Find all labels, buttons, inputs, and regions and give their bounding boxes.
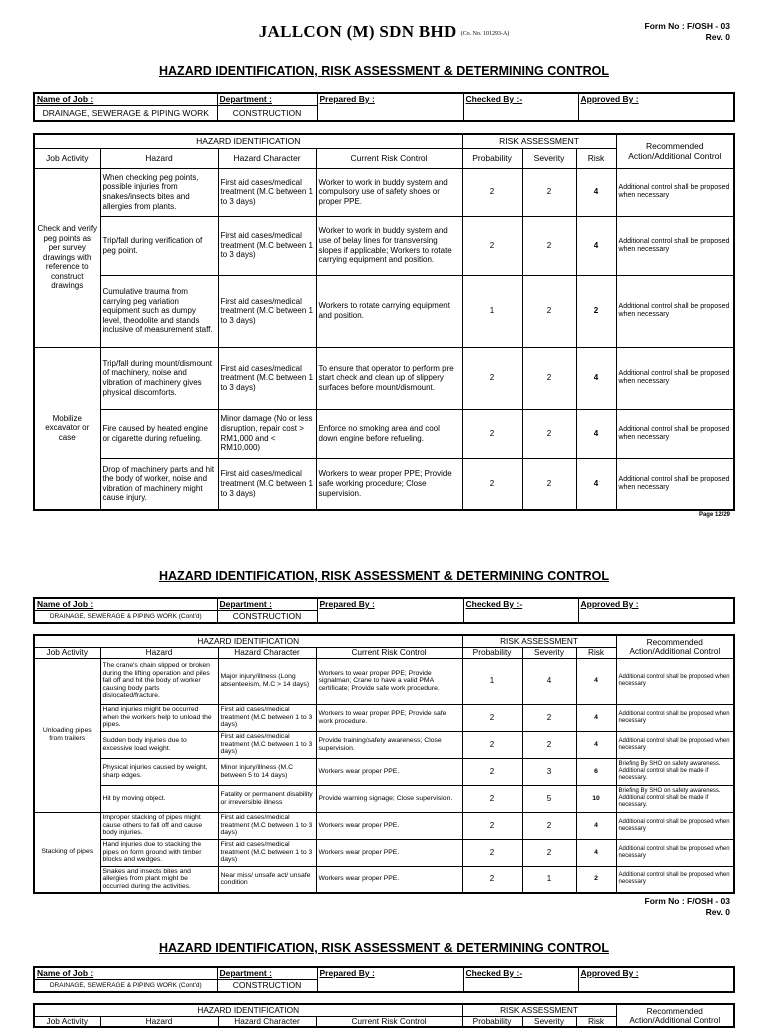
severity-cell: 2 (522, 458, 576, 510)
current-risk-control-header: Current Risk Control (316, 1016, 462, 1027)
risk-header: Risk (576, 1016, 616, 1027)
risk-cell: 2 (576, 866, 616, 893)
department-value: CONSTRUCTION (217, 611, 317, 624)
job-activity-header: Job Activity (34, 1016, 100, 1027)
recommended-cell: Additional control shall be proposed when necessary (616, 216, 734, 275)
hazard-character-cell: Fatality or permanent disability or irreversible illness (218, 785, 316, 812)
severity-cell: 2 (522, 216, 576, 275)
hazard-cell: The crane's chain slipped or broken during the lifting operation and piles fall off and hit the body of worker causing body parts dislocated/fracture. (100, 658, 218, 704)
recommended-header: Recommended Action/Additional Control (616, 134, 734, 168)
hazard-cell: Hit by moving object. (100, 785, 218, 812)
current-risk-control-cell: Workers wear proper PPE. (316, 812, 462, 839)
job-activity-cell: Mobilize excavator or case (34, 347, 100, 510)
current-risk-control-header: Current Risk Control (316, 647, 462, 658)
hazard-cell: Sudden body injuries due to excessive load weight. (100, 731, 218, 758)
risk-cell: 6 (576, 758, 616, 785)
hazard-character-header: Hazard Character (218, 1016, 316, 1027)
severity-cell: 4 (522, 658, 576, 704)
job-activity-header: Job Activity (34, 148, 100, 168)
checked-by-field: Checked By :- (463, 967, 578, 992)
revision: Rev. 0 (705, 907, 730, 917)
table-row (34, 458, 734, 510)
approved-by-field: Approved By : (578, 967, 734, 992)
job-activity-cell: Check and verify peg points as per survey drawings with reference to construct drawings (34, 168, 100, 347)
recommended-cell: Additional control shall be proposed when necessary (616, 658, 734, 704)
department-value: CONSTRUCTION (217, 106, 317, 122)
hazard-cell: Drop of machinery parts and hit the body of worker, noise and vibration of machinery might cause injury. (100, 458, 218, 510)
severity-cell: 3 (522, 758, 576, 785)
probability-cell: 2 (462, 785, 522, 812)
hazard-cell: Fire caused by heated engine or cigarette during refueling. (100, 409, 218, 458)
current-risk-control-cell: To ensure that operator to perform pre start check and clean up of slippery surfaces before mount/dismount. (316, 347, 462, 409)
current-risk-control-cell: Worker to work in buddy system and use of belay lines for transversing slopes if applicable; Workers to rotate carrying equipment and position. (316, 216, 462, 275)
risk-cell: 4 (576, 812, 616, 839)
risk-cell: 4 (576, 658, 616, 704)
hazard-character-cell: Minor injury/illness (M.C between 5 to 14 days) (218, 758, 316, 785)
current-risk-control-cell: Workers to wear proper PPE; Provide safe work procedure. (316, 704, 462, 731)
company-name: JALLCON (M) SDN BHD (Co. No. 101293-A) (258, 22, 510, 41)
hazard-cell: Hand injuries due to stacking the pipes on form ground with timber blocks and wedges. (100, 839, 218, 866)
risk-cell: 4 (576, 347, 616, 409)
recommended-cell: Additional control shall be proposed when necessary (616, 839, 734, 866)
current-risk-control-cell: Worker to work in buddy system and compulsory use of safety shoes or proper PPE. (316, 168, 462, 216)
table-row (34, 347, 734, 409)
department-label: Department : (217, 967, 317, 980)
table-row (34, 275, 734, 347)
name-of-job-label: Name of Job : (34, 93, 217, 106)
table-row (34, 731, 734, 758)
approved-by-field: Approved By : (578, 93, 734, 121)
current-risk-control-cell: Provide warning signage; Close supervision. (316, 785, 462, 812)
hazard-cell: Trip/fall during verification of peg point. (100, 216, 218, 275)
checked-by-field: Checked By :- (463, 598, 578, 623)
risk-cell: 4 (576, 216, 616, 275)
current-risk-control-cell: Workers wear proper PPE. (316, 758, 462, 785)
job-info-table (33, 597, 735, 624)
hazard-cell: Cumulative trauma from carrying peg variation equipment such as dumpy level, theodolite and stands inclusive of measurement staff. (100, 275, 218, 347)
current-risk-control-cell: Workers to wear proper PPE; Provide safe working procedure; Close supervision. (316, 458, 462, 510)
risk-assessment-header: RISK ASSESSMENT (462, 134, 616, 148)
risk-cell: 4 (576, 839, 616, 866)
job-activity-header: Job Activity (34, 647, 100, 658)
probability-cell: 2 (462, 347, 522, 409)
prepared-by-field: Prepared By : (317, 93, 463, 121)
hazard-character-cell: First aid cases/medical treatment (M.C between 1 to 3 days) (218, 704, 316, 731)
probability-cell: 2 (462, 409, 522, 458)
recommended-cell: Briefing By SHO on safety awareness. Additional control shall be made if necessary. (616, 758, 734, 785)
hazard-character-cell: First aid cases/medical treatment (M.C between 1 to 3 days) (218, 731, 316, 758)
job-info-table (33, 92, 735, 122)
hazard-cell: Trip/fall during mount/dismount of machinery, noise and vibration of machinery gives physical discomforts. (100, 347, 218, 409)
risk-header: Risk (576, 647, 616, 658)
recommended-cell: Additional control shall be proposed when necessary (616, 866, 734, 893)
hazard-character-cell: Near miss/ unsafe act/ unsafe condition (218, 866, 316, 893)
severity-header: Severity (522, 1016, 576, 1027)
severity-cell: 2 (522, 409, 576, 458)
table-row (34, 785, 734, 812)
job-name: DRAINAGE, SEWERAGE & PIPING WORK (34, 106, 217, 122)
severity-cell: 1 (522, 866, 576, 893)
prepared-by-field: Prepared By : (317, 967, 463, 992)
current-risk-control-cell: Workers wear proper PPE. (316, 866, 462, 893)
severity-cell: 2 (522, 168, 576, 216)
recommended-header: Recommended Action/Additional Control (616, 1004, 734, 1027)
company-reg-no: (Co. No. 101293-A) (460, 31, 510, 37)
hazard-character-cell: First aid cases/medical treatment (M.C between 1 to 3 days) (218, 216, 316, 275)
name-of-job-label: Name of Job : (34, 967, 217, 980)
current-risk-control-cell: Workers to wear proper PPE; Provide signalman; Crane to have a valid PMA certificate; Provide safe work procedure. (316, 658, 462, 704)
table-row (34, 839, 734, 866)
page-number: Page 12/29 (698, 512, 730, 518)
form-number-block (645, 21, 730, 43)
table-row (34, 812, 734, 839)
current-risk-control-cell: Workers to rotate carrying equipment and position. (316, 275, 462, 347)
section-title: HAZARD IDENTIFICATION, RISK ASSESSMENT & DETERMINING CONTROL (159, 941, 609, 955)
recommended-cell: Additional control shall be proposed when necessary (616, 704, 734, 731)
hazard-character-cell: Minor damage (No or less disruption, repair cost > RM1,000 and < RM10,000) (218, 409, 316, 458)
probability-header: Probability (462, 647, 522, 658)
hazard-character-cell: First aid cases/medical treatment (M.C between 1 to 3 days) (218, 347, 316, 409)
probability-cell: 2 (462, 758, 522, 785)
current-risk-control-cell: Workers wear proper PPE. (316, 839, 462, 866)
hazard-character-cell: First aid cases/medical treatment (M.C between 1 to 3 days) (218, 812, 316, 839)
probability-cell: 1 (462, 658, 522, 704)
probability-cell: 2 (462, 812, 522, 839)
recommended-cell: Additional control shall be proposed when necessary (616, 409, 734, 458)
probability-cell: 2 (462, 168, 522, 216)
severity-cell: 2 (522, 704, 576, 731)
recommended-cell: Additional control shall be proposed when necessary (616, 731, 734, 758)
severity-cell: 5 (522, 785, 576, 812)
probability-cell: 2 (462, 839, 522, 866)
hazard-header: Hazard (100, 647, 218, 658)
hazard-character-cell: First aid cases/medical treatment (M.C between 1 to 3 days) (218, 275, 316, 347)
department-value: CONSTRUCTION (217, 980, 317, 993)
recommended-cell: Additional control shall be proposed when necessary (616, 458, 734, 510)
severity-cell: 2 (522, 275, 576, 347)
form-number-block (645, 896, 730, 918)
current-risk-control-cell: Provide training/safety awareness; Close supervision. (316, 731, 462, 758)
job-activity-cell: Stacking of pipes (34, 812, 100, 893)
severity-cell: 2 (522, 731, 576, 758)
severity-cell: 2 (522, 839, 576, 866)
current-risk-control-header: Current Risk Control (316, 148, 462, 168)
current-risk-control-cell: Enforce no smoking area and cool down engine before refueling. (316, 409, 462, 458)
probability-cell: 2 (462, 731, 522, 758)
department-label: Department : (217, 598, 317, 611)
recommended-header: Recommended Action/Additional Control (616, 635, 734, 658)
job-name: DRAINAGE, SEWERAGE & PIPING WORK (Cont'd) (34, 980, 217, 993)
probability-cell: 2 (462, 216, 522, 275)
severity-cell: 2 (522, 347, 576, 409)
checked-by-field: Checked By :- (463, 93, 578, 121)
recommended-cell: Briefing By SHO on safety awareness. Additional control shall be made if necessary. (616, 785, 734, 812)
risk-assessment-header: RISK ASSESSMENT (462, 635, 616, 647)
risk-cell: 4 (576, 458, 616, 510)
job-info-table (33, 966, 735, 993)
hazard-cell: When checking peg points, possible injuries from snakes/insects bites and allergies from plants. (100, 168, 218, 216)
name-of-job-label: Name of Job : (34, 598, 217, 611)
section-title: HAZARD IDENTIFICATION, RISK ASSESSMENT & DETERMINING CONTROL (159, 569, 609, 583)
recommended-cell: Additional control shall be proposed when necessary (616, 347, 734, 409)
hazard-character-cell: First aid cases/medical treatment (M.C between 1 to 3 days) (218, 458, 316, 510)
risk-cell: 4 (576, 168, 616, 216)
form-number: Form No : F/OSH - 03 (644, 21, 730, 31)
hazard-character-header: Hazard Character (218, 148, 316, 168)
risk-cell: 4 (576, 409, 616, 458)
probability-cell: 2 (462, 866, 522, 893)
table-row (34, 658, 734, 704)
hazard-identification-header: HAZARD IDENTIFICATION (34, 1004, 462, 1016)
hazard-cell: Physical injuries caused by weight, sharp edges. (100, 758, 218, 785)
hira-table (33, 634, 735, 894)
risk-cell: 10 (576, 785, 616, 812)
risk-header: Risk (576, 148, 616, 168)
hazard-character-cell: First aid cases/medical treatment (M.C between 1 to 3 days) (218, 839, 316, 866)
severity-header: Severity (522, 148, 576, 168)
hira-table (33, 1003, 735, 1028)
recommended-cell: Additional control shall be proposed when necessary (616, 168, 734, 216)
hazard-character-header: Hazard Character (218, 647, 316, 658)
severity-header: Severity (522, 647, 576, 658)
job-activity-cell: Unloading pipes from trailers (34, 658, 100, 812)
probability-cell: 1 (462, 275, 522, 347)
prepared-by-field: Prepared By : (317, 598, 463, 623)
hazard-header: Hazard (100, 1016, 218, 1027)
hazard-cell: Hand injuries might be occurred when the workers help to unload the pipes. (100, 704, 218, 731)
department-label: Department : (217, 93, 317, 106)
recommended-cell: Additional control shall be proposed when necessary (616, 275, 734, 347)
hazard-cell: Snakes and insects bites and allergies from plant might be occurred during the activities. (100, 866, 218, 893)
risk-cell: 4 (576, 704, 616, 731)
hazard-character-cell: Major injury/illness (Long absenteeism, M.C > 14 days) (218, 658, 316, 704)
table-row (34, 216, 734, 275)
probability-header: Probability (462, 1016, 522, 1027)
approved-by-field: Approved By : (578, 598, 734, 623)
table-row (34, 758, 734, 785)
hazard-identification-header: HAZARD IDENTIFICATION (34, 134, 462, 148)
hazard-character-cell: First aid cases/medical treatment (M.C between 1 to 3 days) (218, 168, 316, 216)
probability-cell: 2 (462, 704, 522, 731)
table-row (34, 704, 734, 731)
hazard-identification-header: HAZARD IDENTIFICATION (34, 635, 462, 647)
hazard-cell: Improper stacking of pipes might cause others to fall off and cause body injuries. (100, 812, 218, 839)
recommended-cell: Additional control shall be proposed when necessary (616, 812, 734, 839)
table-row (34, 409, 734, 458)
section-title: HAZARD IDENTIFICATION, RISK ASSESSMENT & DETERMINING CONTROL (159, 64, 609, 78)
job-name: DRAINAGE, SEWERAGE & PIPING WORK (Cont'd) (34, 611, 217, 624)
risk-assessment-header: RISK ASSESSMENT (462, 1004, 616, 1016)
hazard-header: Hazard (100, 148, 218, 168)
probability-header: Probability (462, 148, 522, 168)
table-row (34, 866, 734, 893)
table-row (34, 168, 734, 216)
form-number: Form No : F/OSH - 03 (644, 896, 730, 906)
probability-cell: 2 (462, 458, 522, 510)
hira-table (33, 133, 735, 511)
risk-cell: 4 (576, 731, 616, 758)
risk-cell: 2 (576, 275, 616, 347)
severity-cell: 2 (522, 812, 576, 839)
revision: Rev. 0 (705, 32, 730, 42)
